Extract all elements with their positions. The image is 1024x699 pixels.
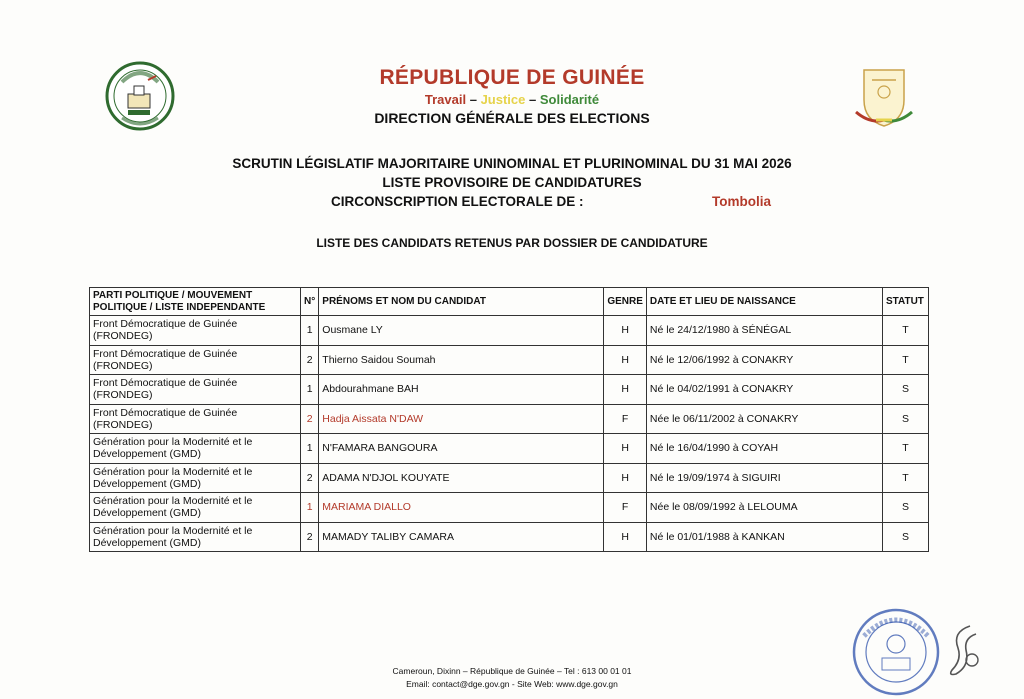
header-party: PARTI POLITIQUE / MOUVEMENT POLITIQUE / LISTE INDEPENDANTE xyxy=(90,288,301,316)
cell-num: 1 xyxy=(301,493,319,523)
cell-num: 2 xyxy=(301,522,319,552)
circonscription-row xyxy=(0,192,1024,211)
cell-genre: H xyxy=(604,434,647,464)
cell-party: Front Démocratique de Guinée (FRONDEG) xyxy=(90,404,301,434)
table-header-row xyxy=(90,288,929,316)
cell-num: 1 xyxy=(301,375,319,405)
circonscription-label: CIRCONSCRIPTION ELECTORALE DE : xyxy=(331,194,584,209)
cell-name: Thierno Saidou Soumah xyxy=(319,345,604,375)
republic-title: RÉPUBLIQUE DE GUINÉE xyxy=(379,66,645,89)
cell-status: T xyxy=(882,345,928,375)
table-row xyxy=(90,434,929,464)
national-motto xyxy=(0,92,1024,107)
table-row xyxy=(90,375,929,405)
list-subtitle: LISTE DES CANDIDATS RETENUS PAR DOSSIER DE CANDIDATURE xyxy=(316,236,708,250)
cell-genre: H xyxy=(604,375,647,405)
document-header xyxy=(0,66,1024,126)
motto-separator: – xyxy=(469,92,477,107)
cell-birth: Né le 16/04/1990 à COYAH xyxy=(646,434,882,464)
cell-num: 1 xyxy=(301,434,319,464)
cell-birth: Né le 19/09/1974 à SIGUIRI xyxy=(646,463,882,493)
cell-birth: Né le 01/01/1988 à KANKAN xyxy=(646,522,882,552)
circonscription-value: Tombolia xyxy=(712,194,771,209)
cell-status: T xyxy=(882,316,928,346)
cell-party: Génération pour la Modernité et le Développement (GMD) xyxy=(90,463,301,493)
cell-name: MARIAMA DIALLO xyxy=(319,493,604,523)
cell-status: T xyxy=(882,434,928,464)
cell-status: S xyxy=(882,404,928,434)
table-row xyxy=(90,345,929,375)
cell-num: 2 xyxy=(301,345,319,375)
cell-name: Ousmane LY xyxy=(319,316,604,346)
signature-icon xyxy=(940,620,988,680)
header-birth: DATE ET LIEU DE NAISSANCE xyxy=(646,288,882,316)
cell-name: Hadja Aissata N'DAW xyxy=(319,404,604,434)
header-name: PRÉNOMS ET NOM DU CANDIDAT xyxy=(319,288,604,316)
header-status: STATUT xyxy=(882,288,928,316)
cell-genre: F xyxy=(604,493,647,523)
cell-party: Génération pour la Modernité et le Développement (GMD) xyxy=(90,522,301,552)
direction-title: DIRECTION GÉNÉRALE DES ELECTIONS xyxy=(374,110,650,126)
cell-party: Front Démocratique de Guinée (FRONDEG) xyxy=(90,316,301,346)
cell-party: Front Démocratique de Guinée (FRONDEG) xyxy=(90,375,301,405)
table-row xyxy=(90,493,929,523)
cell-birth: Née le 08/09/1992 à LELOUMA xyxy=(646,493,882,523)
cell-birth: Né le 12/06/1992 à CONAKRY xyxy=(646,345,882,375)
motto-travail: Travail xyxy=(424,92,467,107)
cell-genre: H xyxy=(604,522,647,552)
footer-address: Cameroun, Dixinn – République de Guinée – Tel : 613 00 01 01 xyxy=(392,666,632,676)
table-row xyxy=(90,404,929,434)
cell-party: Front Démocratique de Guinée (FRONDEG) xyxy=(90,345,301,375)
footer-contact: Email: contact@dge.gov.gn - Site Web: www.dge.gov.gn xyxy=(406,679,618,689)
table-row xyxy=(90,316,929,346)
cell-status: T xyxy=(882,463,928,493)
cell-party: Génération pour la Modernité et le Développement (GMD) xyxy=(90,493,301,523)
cell-birth: Né le 04/02/1991 à CONAKRY xyxy=(646,375,882,405)
scrutin-title: SCRUTIN LÉGISLATIF MAJORITAIRE UNINOMINAL ET PLURINOMINAL DU 31 MAI 2026 xyxy=(232,156,792,171)
motto-separator: – xyxy=(529,92,537,107)
cell-party: Génération pour la Modernité et le Développement (GMD) xyxy=(90,434,301,464)
motto-justice: Justice xyxy=(480,92,526,107)
cell-birth: Né le 24/12/1980 à SÉNÉGAL xyxy=(646,316,882,346)
cell-birth: Née le 06/11/2002 à CONAKRY xyxy=(646,404,882,434)
cell-status: S xyxy=(882,522,928,552)
cell-genre: H xyxy=(604,463,647,493)
cell-status: S xyxy=(882,493,928,523)
cell-name: Abdourahmane BAH xyxy=(319,375,604,405)
cell-num: 2 xyxy=(301,404,319,434)
cell-genre: F xyxy=(604,404,647,434)
header-num: N° xyxy=(301,288,319,316)
motto-solidarite: Solidarité xyxy=(539,92,600,107)
election-info xyxy=(0,154,1024,211)
cell-name: N'FAMARA BANGOURA xyxy=(319,434,604,464)
table-row xyxy=(90,522,929,552)
header-genre: GENRE xyxy=(604,288,647,316)
cell-num: 1 xyxy=(301,316,319,346)
cell-genre: H xyxy=(604,316,647,346)
cell-name: ADAMA N'DJOL KOUYATE xyxy=(319,463,604,493)
cell-num: 2 xyxy=(301,463,319,493)
official-stamp-icon xyxy=(850,606,942,698)
candidates-table xyxy=(89,287,929,552)
cell-name: MAMADY TALIBY CAMARA xyxy=(319,522,604,552)
liste-title: LISTE PROVISOIRE DE CANDIDATURES xyxy=(382,175,642,190)
cell-status: S xyxy=(882,375,928,405)
table-row xyxy=(90,463,929,493)
cell-genre: H xyxy=(604,345,647,375)
